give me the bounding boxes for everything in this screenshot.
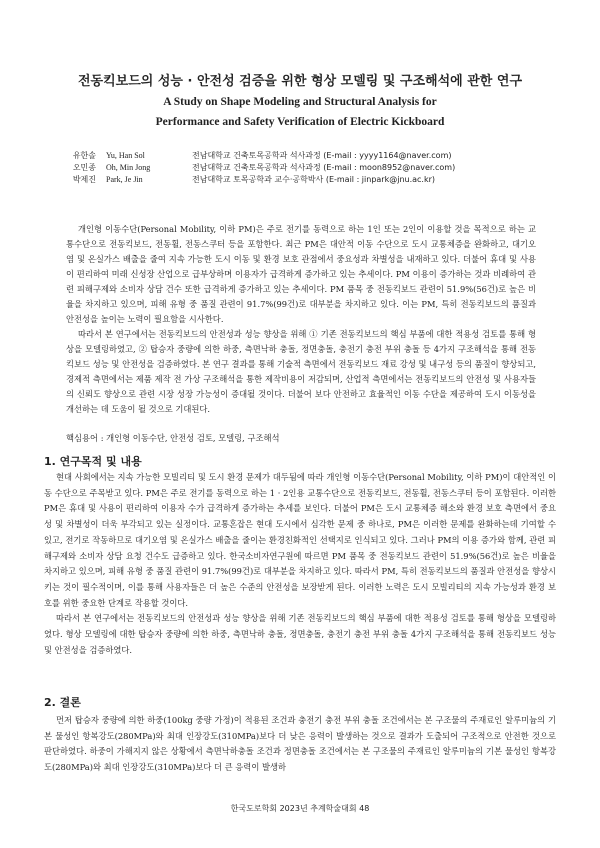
section-body-1 <box>44 470 556 658</box>
author-affiliation: 전남대학교 건축토목공학과 석사과정 (E-mail : yyyy1164@naver.com) <box>192 150 452 160</box>
keywords: 핵심용어 : 개인형 이동수단, 안전성 검토, 모델링, 구조해석 <box>66 433 280 443</box>
section-body-2 <box>44 713 556 776</box>
section-heading-2: 2. 결론 <box>44 696 81 709</box>
abstract <box>66 222 536 417</box>
author-row <box>60 173 540 185</box>
section-heading-1: 1. 연구목적 및 내용 <box>44 455 142 468</box>
abstract-paragraph: 개인형 이동수단(Personal Mobility, 이하 PM)은 주로 전기를 동력으로 하는 1인 또는 2인이 이용할 것을 목적으로 하는 교통수단으로 전동킥보드, 전동휠, 전동스쿠터 등을 포함한다. 최근 PM은 대안적 이동 수단으로 도시 교통체증을 완화하고, 대기오염 및 온실가스 배출을 줄여 지속 가능한 도시 이동 및 환경 보호 관점에서 중요성과 차별성을 내재하고 있다. 더불어 휴대 및 사용이 편리하여 미래 신성장 산업으로 급부상하며 이용자가 급격하게 증가하고 있는 추세이다. PM 이용이 증가하는 것과 비례하여 관련 피해구제와 소비자 상담 건수 또한 급격하게 증가하고 있는 추세이다. PM 품목 중 전동킥보드 관련이 51.9%(56건)로 높은 비율을 차지하고 있으며, 피해 유형 중 품질 관련이 91.7%(99건)로 대부분을 차지하고 있다. 이는 PM, 특히 전동킥보드의 품질과 안전성을 높이는 노력이 필요함을 시사한다. <box>66 224 536 324</box>
body-paragraph: 현대 사회에서는 지속 가능한 모빌리티 및 도시 환경 문제가 대두됨에 따라 개인형 이동수단(Personal Mobility, 이하 PM)이 대안적인 이동 수단으로 주목받고 있다. PM은 주로 전기를 동력으로 하는 1 · 2인용 교통수단으로 전동킥보드, 전동휠, 전동스쿠터 등이 포함된다. 이러한 PM은 휴대 및 사용이 편리하여 이용자 수가 급격하게 증가하는 추세를 보인다. 더불어 PM은 도시 교통체증 해소와 환경 보호 측면에서 중요성 및 차별성이 더욱 부각되고 있는 실정이다. 교통혼잡은 현대 도시에서 심각한 문제 중 하나로, PM은 이러한 문제를 완화하는데 기여할 수 있고, 전기로 작동하므로 대기오염 및 온실가스 배출을 줄이는 환경친화적인 선택지로 인식되고 있다. 그러나 PM의 이용 증가와 함께, 관련 피해구제와 소비자 상담 요청 건수도 급증하고 있다. 한국소비자연구원에 따르면 PM 품목 중 전동킥보드 관련이 51.9%(56건)로 높은 비율을 차지하고 있으며, 피해 유형 중 품질 관련이 91.7%(99건)로 대부분을 차지하고 있다. 따라서 PM, 특히 전동킥보드의 품질과 안전성을 향상시키는 것이 필수적이며, 이를 통해 사용자들은 더 높은 수준의 안전성을 보장받게 된다. 이러한 노력은 도시 모빌리티의 지속 가능성과 환경 보호를 위한 중요한 단계로 작용할 것이다. <box>44 472 556 608</box>
author-name-english: Park, Je Jin <box>106 174 143 184</box>
author-row <box>60 149 540 161</box>
author-affiliation: 전남대학교 건축토목공학과 석사과정 (E-mail : moon8952@naver.com) <box>192 162 456 172</box>
body-paragraph: 먼저 탑승자 중량에 의한 하중(100kg 중량 가정)이 적용된 조건과 충전기 충전 부위 충돌 조건에서는 본 구조물의 주재료인 알루미늄의 기본 물성인 항복강도(280MPa)와 최대 인장강도(310MPa)보다 더 낮은 응력이 발생하는 것으로 결과가 도출되어 구조적으로 안전한 것으로 판단하였다. 하중이 가해지지 않은 상황에서 측면낙하충돌 조건과 정면충돌 조건에서는 본 구조물의 주재료인 알루미늄의 기본 물성인 항복강도(280MPa)와 최대 인장강도(310MPa)보다 더 큰 응력이 발생하 <box>44 715 556 773</box>
body-paragraph: 따라서 본 연구에서는 전동킥보드의 안전성과 성능 향상을 위해 기존 전동킥보드의 핵심 부품에 대한 적용성 검토를 통해 형상을 모델링하였다. 형상 모델링에 대한 탑승자 중량에 의한 하중, 측면낙하 충돌, 정면충돌, 충전기 충전 부위 충돌 4가지 구조해석을 통해 전동킥보드 성능 및 안전성을 검증하였다. <box>44 613 556 655</box>
author-list <box>60 149 540 185</box>
author-affiliation: 전남대학교 토목공학과 교수·공학박사 (E-mail : jinpark@jnu.ac.kr) <box>192 174 436 184</box>
page-footer: 한국도로학회 2023년 추계학술대회 48 <box>230 804 370 813</box>
author-name-korean: 유한솔 <box>72 150 96 160</box>
abstract-paragraph: 따라서 본 연구에서는 전동킥보드의 안전성과 성능 향상을 위해 ① 기존 전동킥보드의 핵심 부품에 대한 적용성 검토를 통해 형상을 모델링하였고, ② 탑승자 중량에 의한 하중, 측면낙하 충돌, 정면충돌, 충전기 충전 부위 충돌 등 4가지 구조해석을 통해 전동킥보드 성능 및 안전성을 검증하였다. 본 연구 결과를 통해 기술적 측면에서 전동킥보드 재료 강성 및 내구성 등의 품질이 향상되고, 경제적 측면에서는 제품 제작 전 가상 구조해석을 통한 제작비용이 저감되며, 산업적 측면에서는 전동킥보드의 안전성 및 사용자들의 신뢰도 향상으로 관련 시장 성장 가능성이 증대될 것이다. 더불어 보다 안전하고 효율적인 이동 수단을 제공하여 도시 이동성을 개선하는 데 도움이 될 것으로 기대된다. <box>66 329 536 414</box>
paper-title-english-line2: Performance and Safety Verification of Electric Kickboard <box>155 116 445 128</box>
author-name-korean: 오민종 <box>72 162 96 172</box>
author-name-korean: 박제진 <box>72 174 96 184</box>
paper-title-english-line1: A Study on Shape Modeling and Structural Analysis for <box>163 96 437 108</box>
author-name-english: Oh, Min Jong <box>106 162 151 172</box>
paper-title-korean: 전동킥보드의 성능 · 안전성 검증을 위한 형상 모델링 및 구조해석에 관한 연구 <box>77 74 523 89</box>
author-name-english: Yu, Han Sol <box>106 150 145 160</box>
author-row <box>60 161 540 173</box>
